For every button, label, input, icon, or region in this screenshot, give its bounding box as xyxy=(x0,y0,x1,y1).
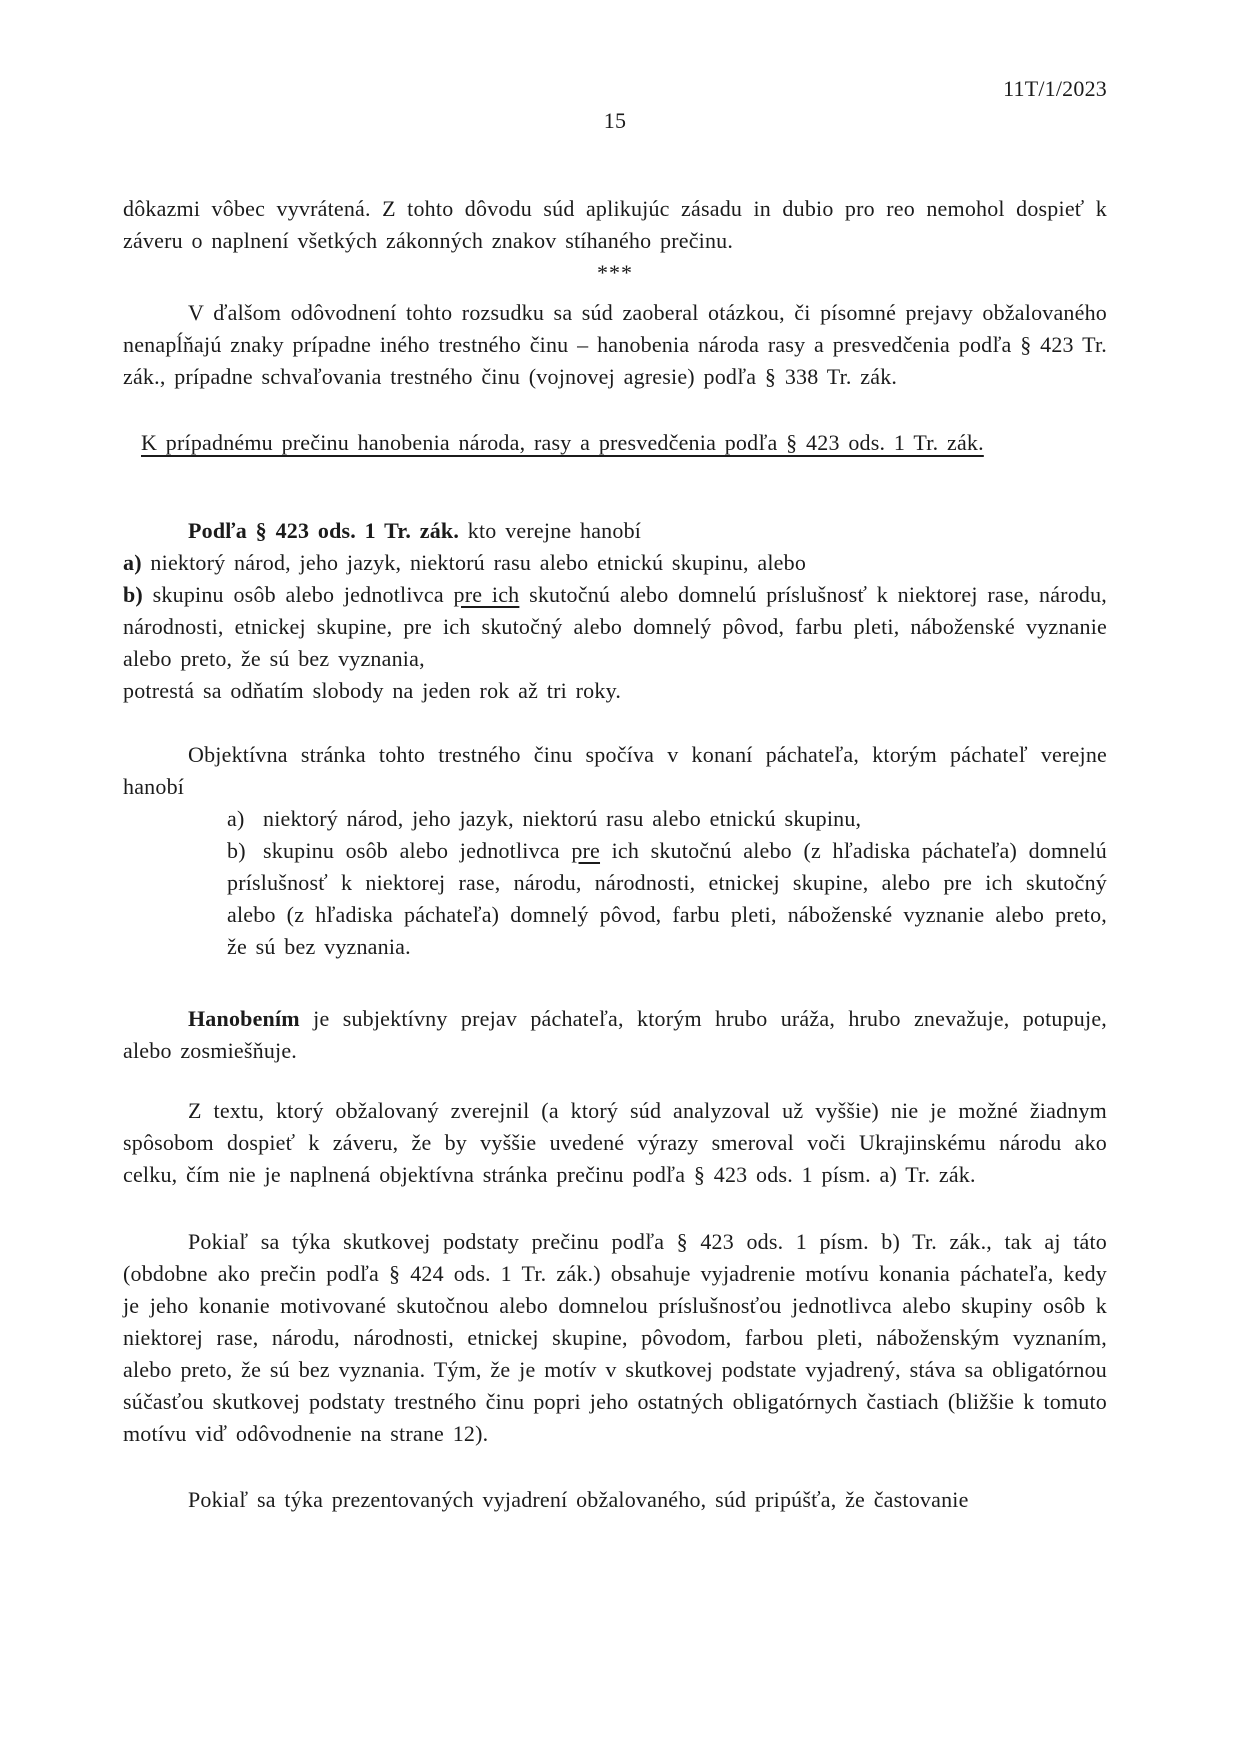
statute-item-b-text-post: skutočnú alebo domnelú príslušnosť k niektorej rase, národu, národnosti, etnickej skupine, pre ich skutočný alebo domnelý pôvod, farbu pleti, náboženské vyznanie alebo preto, že sú bez vyznania, xyxy=(123,582,1107,671)
paragraph-objective-aspect-intro: Objektívna stránka tohto trestného činu spočíva v konaní páchateľa, ktorým páchateľ verejne hanobí xyxy=(123,742,1107,799)
paragraph-text-analysis: Z textu, ktorý obžalovaný zverejnil (a ktorý súd analyzoval už vyššie) nie je možné žiadnym spôsobom dospieť k záveru, že by vyššie uvedené výrazy smeroval voči Ukrajinskému národu ako celku, čím nie je naplnená objektívna stránka prečinu podľa § 423 ods. 1 písm. a) Tr. zák. xyxy=(123,1098,1107,1187)
defamation-term-bold: Hanobením xyxy=(188,1006,300,1031)
statute-intro-line xyxy=(123,515,1107,547)
objective-list-item-b-underlined-phrase: pre xyxy=(571,838,601,863)
paragraph-in-dubio-pro-reo: dôkazmi vôbec vyvrátená. Z tohto dôvodu súd aplikujúc zásadu in dubio pro reo nemohol dospieť k záveru o naplnení všetkých zákonných znakov stíhaného prečinu. xyxy=(123,196,1107,253)
statute-item-b xyxy=(123,579,1107,675)
statute-reference-bold: Podľa § 423 ods. 1 Tr. zák. xyxy=(188,518,460,543)
objective-list-item-a-text: niektorý národ, jeho jazyk, niektorú rasu alebo etnickú skupinu, xyxy=(263,806,862,831)
statute-penalty-clause: potrestá sa odňatím slobody na jeden rok až tri roky. xyxy=(123,678,622,703)
document-header xyxy=(123,73,1107,105)
objective-list-item-a-marker: a) xyxy=(227,806,245,831)
statute-item-a-marker: a) xyxy=(123,550,142,575)
statute-item-b-marker: b) xyxy=(123,582,143,607)
defamation-definition-rest: je subjektívny prejav páchateľa, ktorým hrubo uráža, hrubo znevažuje, potupuje, alebo zosmiešňuje. xyxy=(123,1006,1107,1063)
paragraph-closing-statement: Pokiaľ sa týka prezentovaných vyjadrení obžalovaného, súd pripúšťa, že častovanie xyxy=(188,1487,969,1512)
section-heading-underlined: K prípadnému prečinu hanobenia národa, rasy a presvedčenia podľa § 423 ods. 1 Tr. zák. xyxy=(141,430,984,455)
objective-list-item-a xyxy=(227,803,1107,835)
paragraph-further-reasoning: V ďalšom odôvodnení tohto rozsudku sa súd zaoberal otázkou, či písomné prejavy obžalovaného nenapĺňajú znaky prípadne iného trestného činu – hanobenia národa rasy a presvedčenia podľa § 423 Tr. zák., prípadne schvaľovania trestného činu (vojnovej agresie) podľa § 338 Tr. zák. xyxy=(123,300,1107,389)
statute-quote-block xyxy=(123,515,1107,707)
statute-item-a-text: niektorý národ, jeho jazyk, niektorú rasu alebo etnickú skupinu, alebo xyxy=(141,550,807,575)
objective-list-item-b-text-post: ich skutočnú alebo (z hľadiska páchateľa) domnelú príslušnosť k niektorej rase, národu, národnosti, etnickej skupine, alebo pre ich skutočný alebo (z hľadiska páchateľa) domnelý pôvod, farbu pleti, náboženské vyznanie alebo preto, že sú bez vyznania. xyxy=(227,838,1107,959)
section-separator-stars: *** xyxy=(597,260,633,285)
page-number-row xyxy=(123,105,1107,137)
objective-list-item-b xyxy=(227,835,1107,963)
paragraph-motive-element: Pokiaľ sa týka skutkovej podstaty prečinu podľa § 423 ods. 1 písm. b) Tr. zák., tak aj táto (obdobne ako prečin podľa § 424 ods. 1 Tr. zák.) obsahuje vyjadrenie motívu konania páchateľa, kedy je jeho konanie motivované skutočnou alebo domnelou príslušnosťou jednotlivca alebo skupiny osôb k niektorej rase, národu, národnosti, etnickej skupine, pôvodom, farbou pleti, náboženským vyznaním, alebo preto, že sú bez vyznania. Tým, že je motív v skutkovej podstate vyjadrený, stáva sa obligatórnou súčasťou skutkovej podstaty trestného činu popri jeho ostatných obligatórnych častiach (bližšie k tomuto motívu viď odôvodnenie na strane 12). xyxy=(123,1229,1107,1446)
objective-list-item-b-marker: b) xyxy=(227,838,246,863)
statute-item-a xyxy=(123,547,1107,579)
case-number-label: 11T/1/2023 xyxy=(1003,76,1107,101)
paragraph-defamation-definition xyxy=(123,1003,1107,1067)
statute-intro-rest: kto verejne hanobí xyxy=(459,518,642,543)
statute-item-b-text-pre: skupinu osôb alebo jednotlivca xyxy=(142,582,454,607)
objective-list-item-b-text-pre: skupinu osôb alebo jednotlivca xyxy=(263,838,572,863)
statute-item-b-underlined-phrase: pre ich xyxy=(453,582,520,607)
page-number-label: 15 xyxy=(603,108,627,133)
